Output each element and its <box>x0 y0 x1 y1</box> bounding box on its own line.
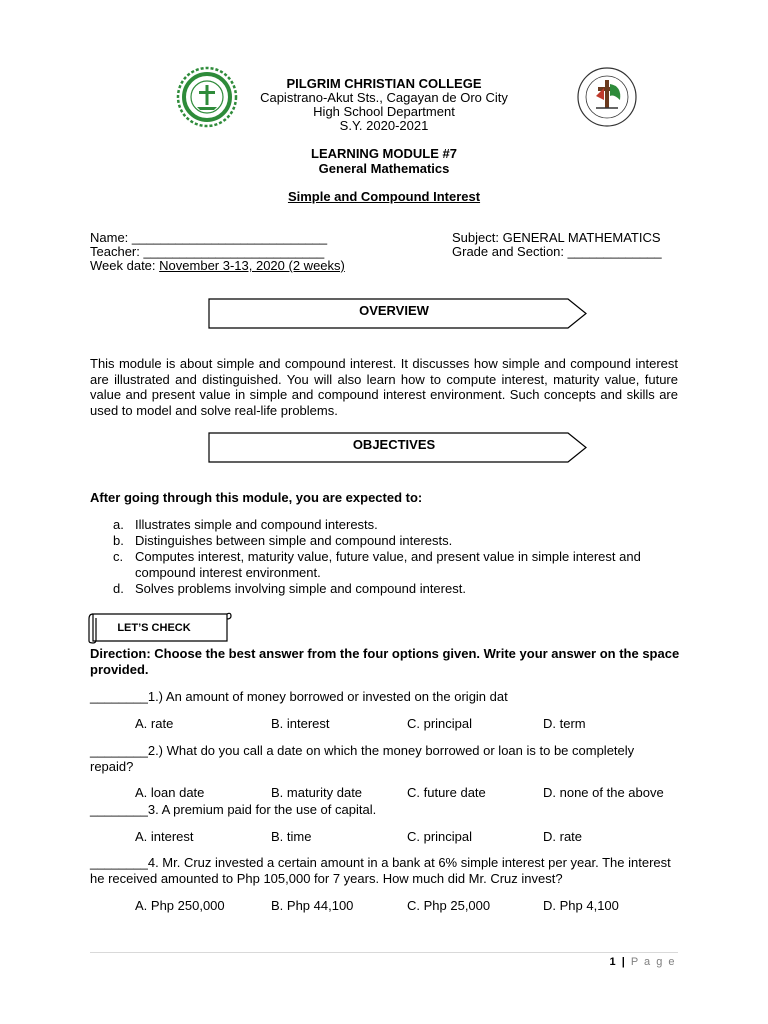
page-footer <box>610 956 677 968</box>
name-label: Name: <box>90 230 129 245</box>
option-c: C. principal <box>407 829 473 844</box>
week-value: November 3-13, 2020 (2 weeks) <box>159 258 345 273</box>
question-4-options <box>135 898 695 914</box>
option-d: D. none of the above <box>543 785 664 800</box>
list-item-text: Solves problems involving simple and compound interest. <box>135 581 466 596</box>
list-item-letter: d. <box>113 581 124 596</box>
option-a: A. loan date <box>135 785 205 800</box>
page-separator: | <box>621 956 627 968</box>
objectives-banner <box>208 432 588 463</box>
overview-banner <box>208 298 588 329</box>
overview-label: OVERVIEW <box>359 303 429 318</box>
option-d: D. term <box>543 716 586 731</box>
school-header <box>0 77 768 133</box>
list-item-text: Distinguishes between simple and compound interests. <box>135 533 453 548</box>
footer-divider <box>90 952 678 953</box>
school-address: Capistrano-Akut Sts., Cagayan de Oro City <box>260 90 508 105</box>
question-3: ________3. A premium paid for the use of capital. <box>90 802 377 817</box>
option-b: B. maturity date <box>271 785 363 800</box>
option-a: A. interest <box>135 829 194 844</box>
objectives-list <box>90 517 680 597</box>
teacher-label: Teacher: <box>90 244 140 259</box>
question-1-options <box>135 716 695 732</box>
module-subject: General Mathematics <box>318 161 450 176</box>
module-topic: Simple and Compound Interest <box>287 189 481 204</box>
list-item-text: Illustrates simple and compound interests. <box>135 517 378 532</box>
list-item-letter: b. <box>113 533 124 548</box>
question-2: ________2.) What do you call a date on which the money borrowed or loan is to be completely repaid? <box>90 743 635 774</box>
option-b: B. interest <box>271 716 330 731</box>
option-b: B. time <box>271 829 312 844</box>
teacher-blank[interactable]: _________________________ <box>143 244 325 259</box>
question-3-options <box>135 829 695 845</box>
school-name: PILGRIM CHRISTIAN COLLEGE <box>286 76 482 91</box>
department: High School Department <box>313 104 455 119</box>
week-label: Week date: <box>90 258 156 273</box>
page-word: P a g e <box>630 956 676 968</box>
school-year: S.Y. 2020-2021 <box>339 118 429 133</box>
list-item-letter: a. <box>113 517 124 532</box>
question-4: ________4. Mr. Cruz invested a certain amount in a bank at 6% simple interest per year. The interest he received amounted to Php 105,000 for 7 years. How much did Mr. Cruz invest? <box>90 855 671 886</box>
overview-text: This module is about simple and compound interest. It discusses how simple and compound interest are illustrated and distinguished. You will also learn how to compute interest, maturity value, future value and present value in simple and compound interest environment. Such concepts and skills are used to model and solve real-life problems. <box>90 356 678 418</box>
teacher-line <box>90 244 324 259</box>
name-line <box>90 230 327 245</box>
lets-check-label: LET’S CHECK <box>117 622 191 634</box>
list-item-text: Computes interest, maturity value, future value, and present value in simple interest and compound interest environment. <box>135 549 641 580</box>
option-c: C. Php 25,000 <box>407 898 491 913</box>
list-item-letter: c. <box>113 549 124 564</box>
direction-text: Direction: Choose the best answer from the four options given. Write your answer on the space provided. <box>90 646 680 677</box>
option-a: A. rate <box>135 716 174 731</box>
grade-blank[interactable]: _____________ <box>567 244 662 259</box>
week-line <box>90 258 345 273</box>
list-item <box>90 549 680 581</box>
module-number: LEARNING MODULE #7 <box>311 146 457 161</box>
name-blank[interactable]: ___________________________ <box>131 230 328 245</box>
objectives-intro: After going through this module, you are expected to: <box>90 490 423 505</box>
option-d: D. rate <box>543 829 583 844</box>
page-number: 1 <box>609 956 618 968</box>
lets-check-banner <box>87 610 233 644</box>
option-c: C. future date <box>407 785 486 800</box>
grade-line <box>452 244 662 259</box>
objectives-label: OBJECTIVES <box>352 437 436 452</box>
option-b: B. Php 44,100 <box>271 898 354 913</box>
list-item <box>90 517 680 533</box>
list-item <box>90 533 680 549</box>
module-title <box>0 146 768 176</box>
option-a: A. Php 250,000 <box>135 898 225 913</box>
question-1: ________1.) An amount of money borrowed or invested on the origin dat <box>90 689 508 704</box>
option-d: D. Php 4,100 <box>543 898 619 913</box>
question-2-options <box>135 785 695 801</box>
grade-label: Grade and Section: <box>452 244 565 259</box>
option-c: C. principal <box>407 716 473 731</box>
subject-line: Subject: GENERAL MATHEMATICS <box>452 230 661 245</box>
list-item <box>90 581 680 597</box>
